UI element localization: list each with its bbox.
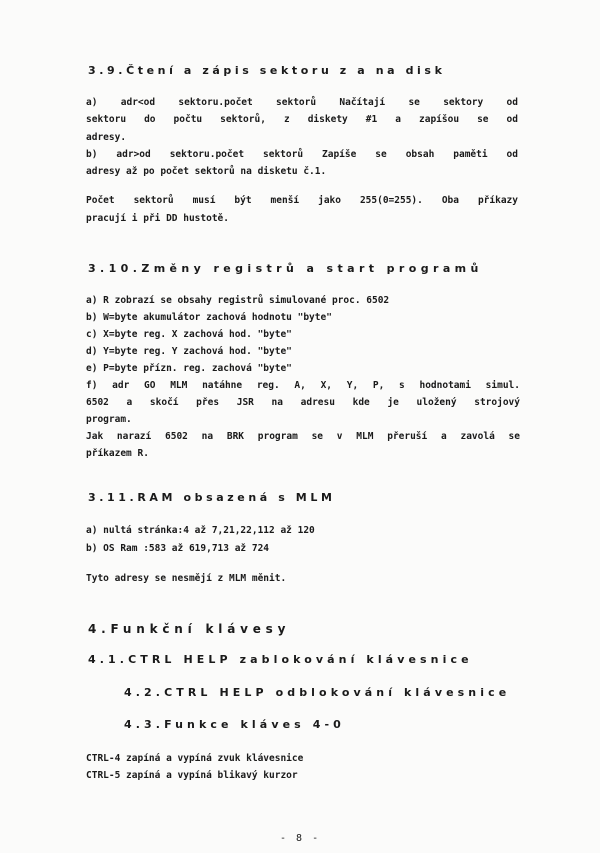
- section-heading-3-11: 3.11.RAM obsazená s MLM: [88, 491, 336, 504]
- subsection-heading-4-2: 4.2.CTRL HELP odblokování klávesnice: [124, 686, 511, 699]
- text-line: program.: [86, 414, 132, 425]
- subsection-heading-4-3: 4.3.Funkce kláves 4-0: [124, 718, 345, 731]
- text-line: Počet sektorů musí být menší jako 255(0=255). Oba příkazy: [86, 195, 518, 206]
- text-line: d) Y=byte reg. Y zachová hod. "byte": [86, 346, 292, 357]
- text-line: e) P=byte přízn. reg. zachová "byte": [86, 363, 292, 374]
- page-number: - 8 -: [280, 833, 321, 844]
- section-heading-3-9: 3.9.Čtení a zápis sektoru z a na disk: [88, 64, 446, 77]
- text-line: CTRL-4 zapíná a vypíná zvuk klávesnice: [86, 753, 304, 764]
- text-line: a) R zobrazí se obsahy registrů simulované proc. 6502: [86, 295, 390, 306]
- section-heading-4: 4.Funkční klávesy: [88, 622, 291, 636]
- subsection-heading-4-1: 4.1.CTRL HELP zablokování klávesnice: [88, 653, 473, 666]
- text-line: sektoru do počtu sektorů, z diskety #1 a zapíšou se od: [86, 114, 518, 125]
- text-line: f) adr GO MLM natáhne reg. A, X, Y, P, s hodnotami simul.: [86, 380, 520, 391]
- text-line: b) W=byte akumulátor zachová hodnotu "byte": [86, 312, 332, 323]
- text-line: 6502 a skočí přes JSR na adresu kde je uložený strojový: [86, 397, 520, 408]
- text-line: pracují i při DD hustotě.: [86, 213, 229, 224]
- text-line: Jak narazí 6502 na BRK program se v MLM přeruší a zavolá se: [86, 431, 520, 442]
- text-line: adresy.: [86, 132, 127, 143]
- text-line: a) nultá stránka:4 až 7,21,22,112 až 120: [86, 525, 315, 536]
- text-line: c) X=byte reg. X zachová hod. "byte": [86, 329, 292, 340]
- text-line: b) OS Ram :583 až 619,713 až 724: [86, 543, 270, 554]
- text-line: příkazem R.: [86, 448, 149, 459]
- text-line: b) adr>od sektoru.počet sektorů Zapíše se obsah paměti od: [86, 149, 518, 160]
- section-heading-3-10: 3.10.Změny registrů a start programů: [88, 262, 483, 275]
- text-line: Tyto adresy se nesmějí z MLM měnit.: [86, 573, 287, 584]
- text-line: CTRL-5 zapíná a vypíná blikavý kurzor: [86, 770, 298, 781]
- text-line: a) adr<od sektoru.počet sektorů Načítají se sektory od: [86, 97, 518, 108]
- text-line: adresy až po počet sektorů na disketu č.1.: [86, 166, 327, 177]
